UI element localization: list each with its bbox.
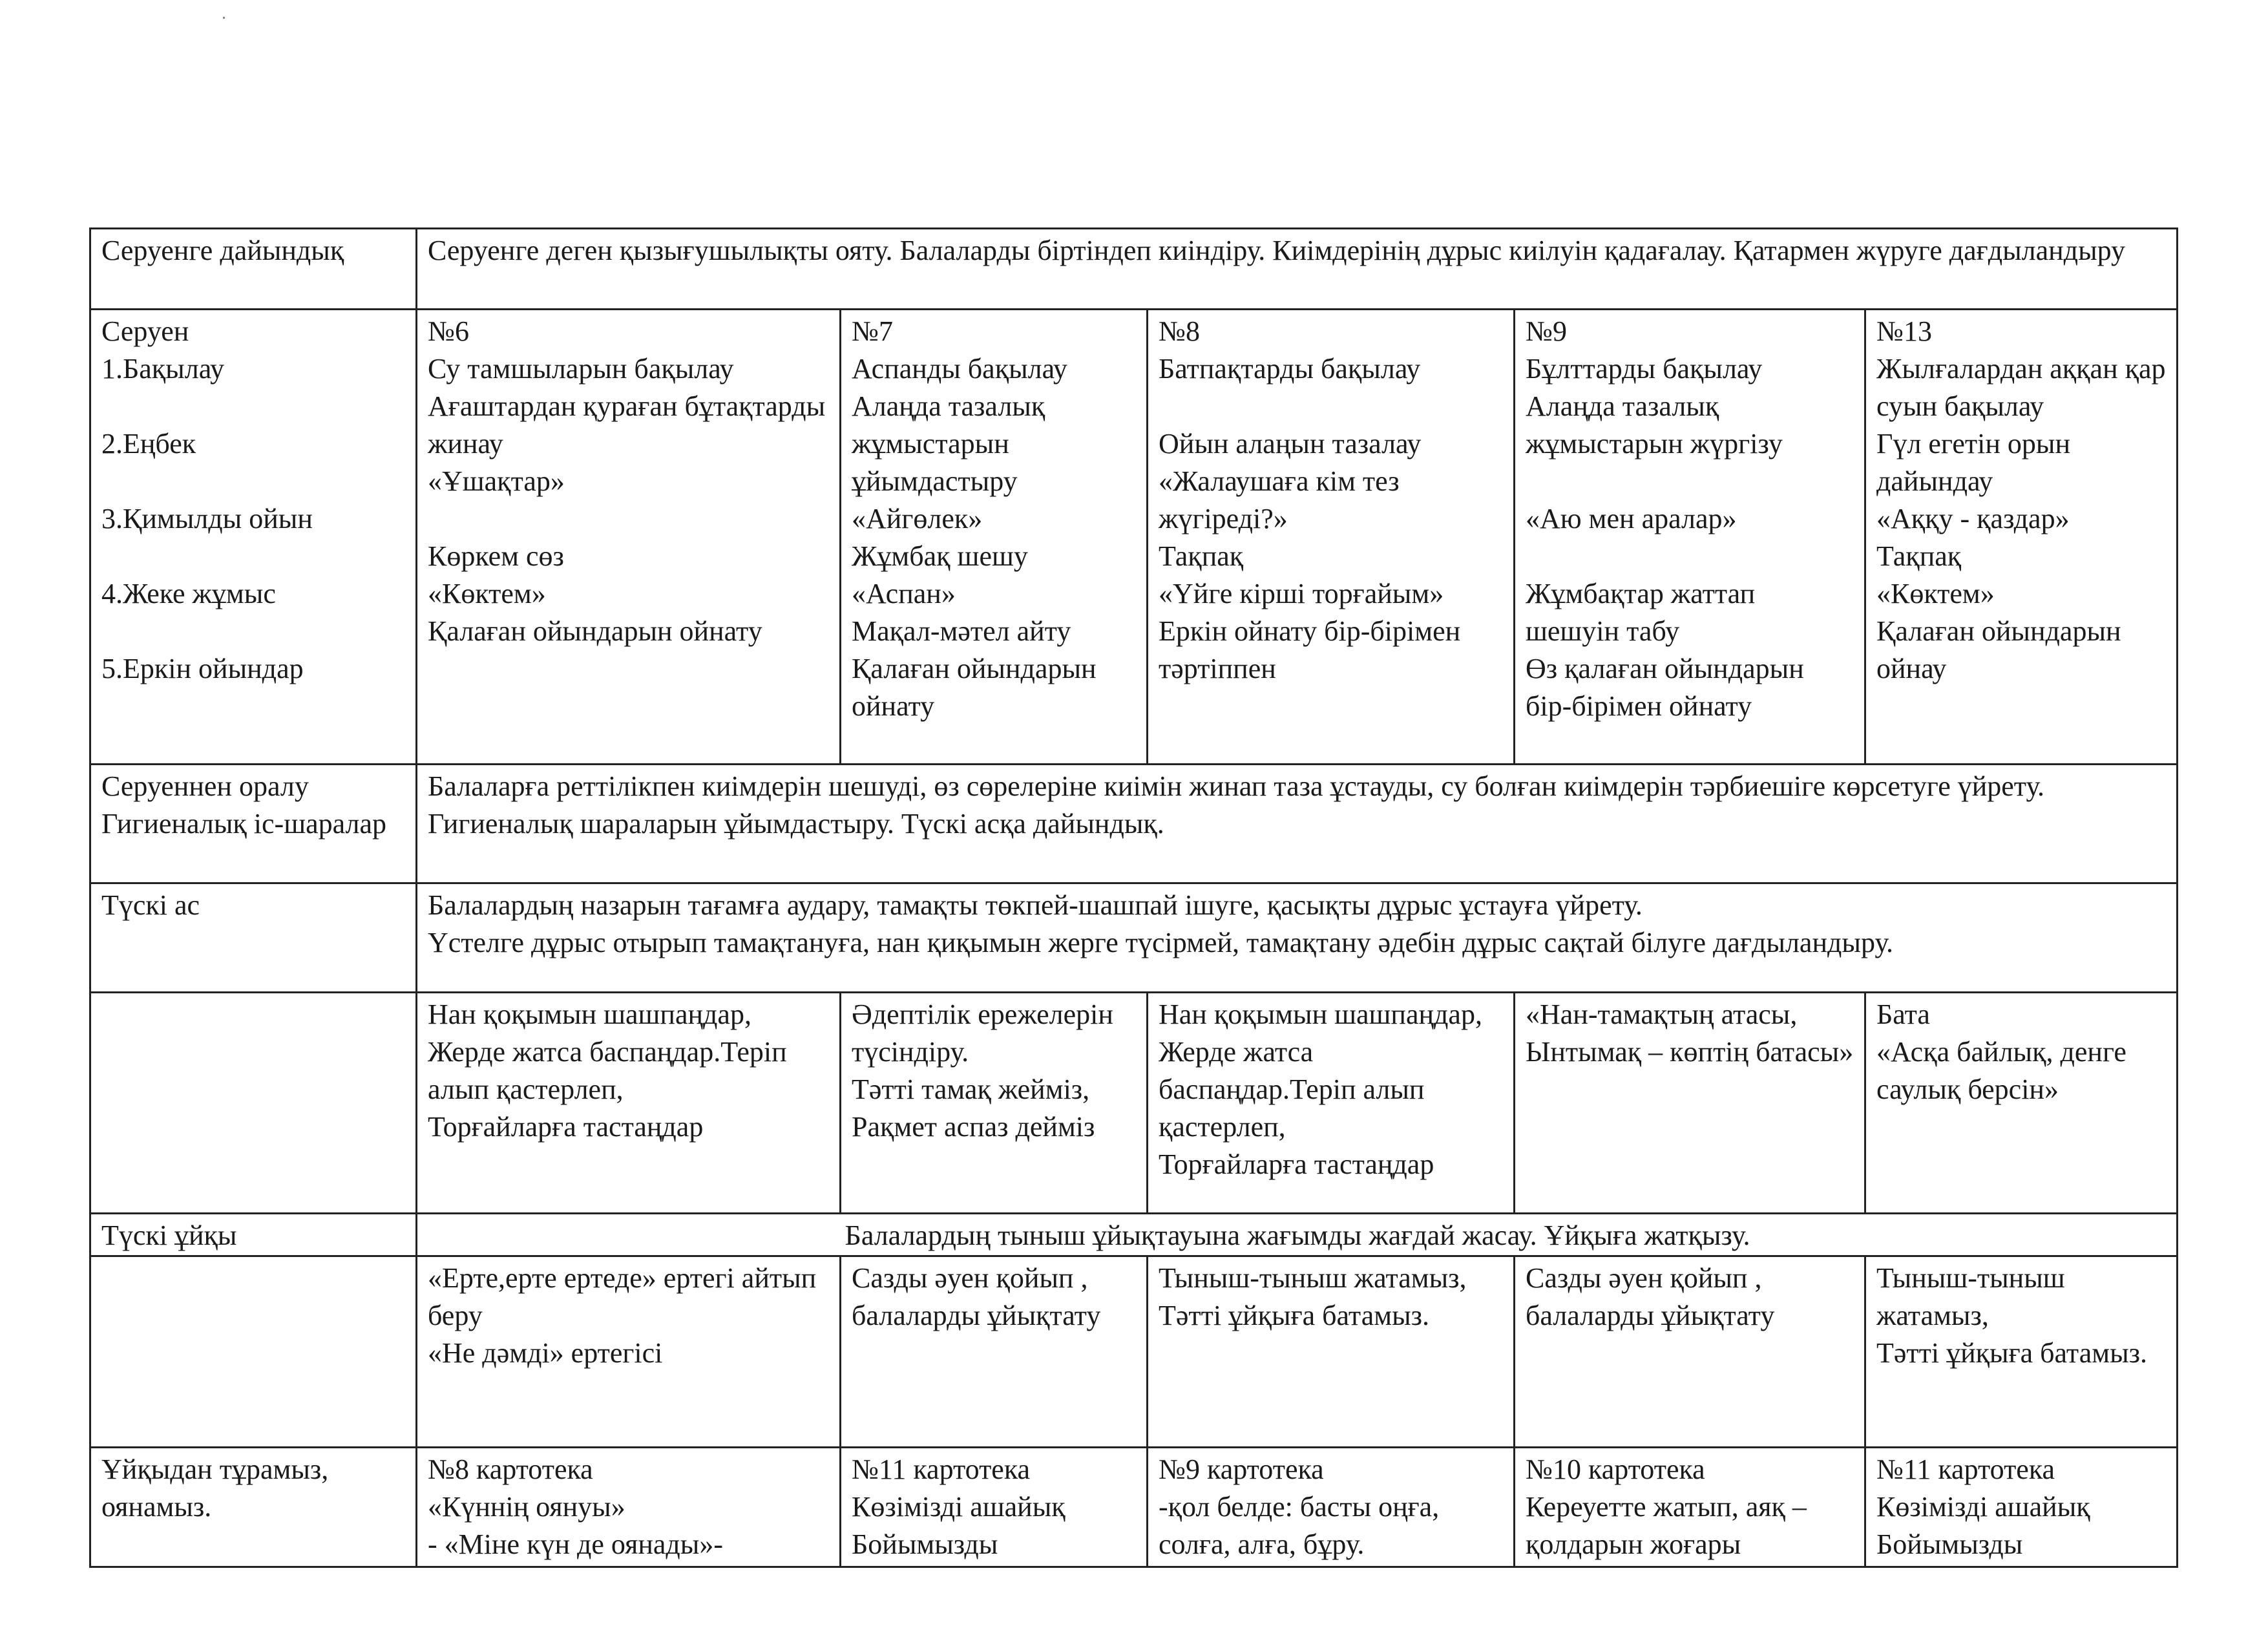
row-label-nap: Түскі ұйқы (90, 1213, 417, 1256)
lunch-detail-col-5: Бата «Асқа байлық, денге саулық берсін» (1865, 992, 2178, 1213)
table-row-nap-details (90, 1256, 2178, 1447)
nap-detail-col-1: «Ерте,ерте ертеде» ертегі айтып беру «Не дәмді» ертегісі (417, 1256, 841, 1447)
lunch-detail-col-1: Нан қоқымын шашпаңдар, Жерде жатса баспаңдар.Теріп алып қастерлеп, Торғайларға тастаңдар (417, 992, 841, 1213)
walk-col-4: №9 Бұлттарды бақылау Алаңда тазалық жұмыстарын жүргізу «Аю мен аралар» Жұмбақтар жаттап шешуін табу Өз қалаған ойындарын бір-бірімен ойнату (1515, 309, 1865, 765)
wake-col-4: №10 картотека Кереуетте жатып, аяқ – қолдарын жоғары (1515, 1448, 1865, 1567)
row-label-walk: Серуен 1.Бақылау 2.Еңбек 3.Қимылды ойын 4.Жеке жұмыс 5.Еркін ойындар (90, 309, 417, 765)
row-label-lunch: Түскі ас (90, 883, 417, 992)
nap-detail-col-2: Сазды әуен қойып , балаларды ұйықтату (841, 1256, 1148, 1447)
table-row-return (90, 765, 2178, 883)
nap-detail-col-4: Сазды әуен қойып , балаларды ұйықтату (1515, 1256, 1865, 1447)
row-label-walk-prep: Серуенге дайындық (90, 229, 417, 310)
walk-col-1: №6 Су тамшыларын бақылау Ағаштардан қураған бұтақтарды жинау «Ұшақтар» Көркем сөз «Көктем» Қалаған ойындарын ойнату (417, 309, 841, 765)
table-row-walk (90, 309, 2178, 765)
walk-col-3: №8 Батпақтарды бақылау Ойын алаңын тазалау «Жалаушаға кім тез жүгіреді?» Тақпақ «Үйге кірші торғайым» Еркін ойнату бір-бірімен тәртіппен (1148, 309, 1515, 765)
lunch-detail-col-3: Нан қоқымын шашпаңдар, Жерде жатса баспаңдар.Теріп алып қастерлеп, Торғайларға тастаңдар (1148, 992, 1515, 1213)
table-row-lunch (90, 883, 2178, 992)
walk-col-5: №13 Жылғалардан аққан қар суын бақылау Гүл егетін орын дайындау «Аққу - қаздар» Тақпақ «Көктем» Қалаған ойындарын ойнау (1865, 309, 2178, 765)
table-row-walk-prep (90, 229, 2178, 310)
daily-plan-table (89, 227, 2178, 1568)
return-text: Балаларға реттілікпен киімдерін шешуді, өз сөрелеріне киімін жинап таза ұстауды, су болған киімдерін тәрбиешіге көрсетуге үйрету. Гигиеналық шараларын ұйымдастыру. Түскі асқа дайындық. (417, 765, 2178, 883)
wake-col-5: №11 картотека Көзімізді ашайық Бойымызды (1865, 1448, 2178, 1567)
table-row-lunch-details (90, 992, 2178, 1213)
table-row-nap (90, 1213, 2178, 1256)
lunch-details-label-empty (90, 992, 417, 1213)
lunch-detail-col-2: Әдептілік ережелерін түсіндіру. Тәтті тамақ жейміз, Рақмет аспаз дейміз (841, 992, 1148, 1213)
lunch-text: Балалардың назарын тағамға аудару, тамақты төкпей-шашпай ішуге, қасықты дұрыс ұстауға үйрету. Үстелге дұрыс отырып тамақтануға, нан қиқымын жерге түсірмей, тамақтану әдебін дұрыс сақтай білуге дағдыландыру. (417, 883, 2178, 992)
wake-col-3: №9 картотека -қол белде: басты оңға, солға, алға, бұру. (1148, 1448, 1515, 1567)
nap-text: Балалардың тыныш ұйықтауына жағымды жағдай жасау. Ұйқыға жатқызу. (417, 1213, 2178, 1256)
table-row-wake (90, 1448, 2178, 1567)
scan-speck (223, 17, 225, 19)
row-label-wake: Ұйқыдан тұрамыз, оянамыз. (90, 1448, 417, 1567)
lunch-detail-col-4: «Нан-тамақтың атасы, Ынтымақ – көптің батасы» (1515, 992, 1865, 1213)
walk-prep-text: Серуенге деген қызығушылықты ояту. Балаларды біртіндеп киіндіру. Киімдерінің дұрыс киілуін қадағалау. Қатармен жүруге дағдыландыру (417, 229, 2178, 310)
wake-col-1: №8 картотека «Күннің оянуы» - «Міне күн де оянады»- (417, 1448, 841, 1567)
walk-col-2: №7 Аспанды бақылау Алаңда тазалық жұмыстарын ұйымдастыру «Айгөлек» Жұмбақ шешу «Аспан» Мақал-мәтел айту Қалаған ойындарын ойнату (841, 309, 1148, 765)
nap-detail-col-5: Тыныш-тыныш жатамыз, Тәтті ұйқыға батамыз. (1865, 1256, 2178, 1447)
nap-detail-col-3: Тыныш-тыныш жатамыз, Тәтті ұйқыға батамыз. (1148, 1256, 1515, 1447)
row-label-return: Серуеннен оралу Гигиеналық іс-шаралар (90, 765, 417, 883)
nap-details-label-empty (90, 1256, 417, 1447)
wake-col-2: №11 картотека Көзімізді ашайық Бойымызды (841, 1448, 1148, 1567)
